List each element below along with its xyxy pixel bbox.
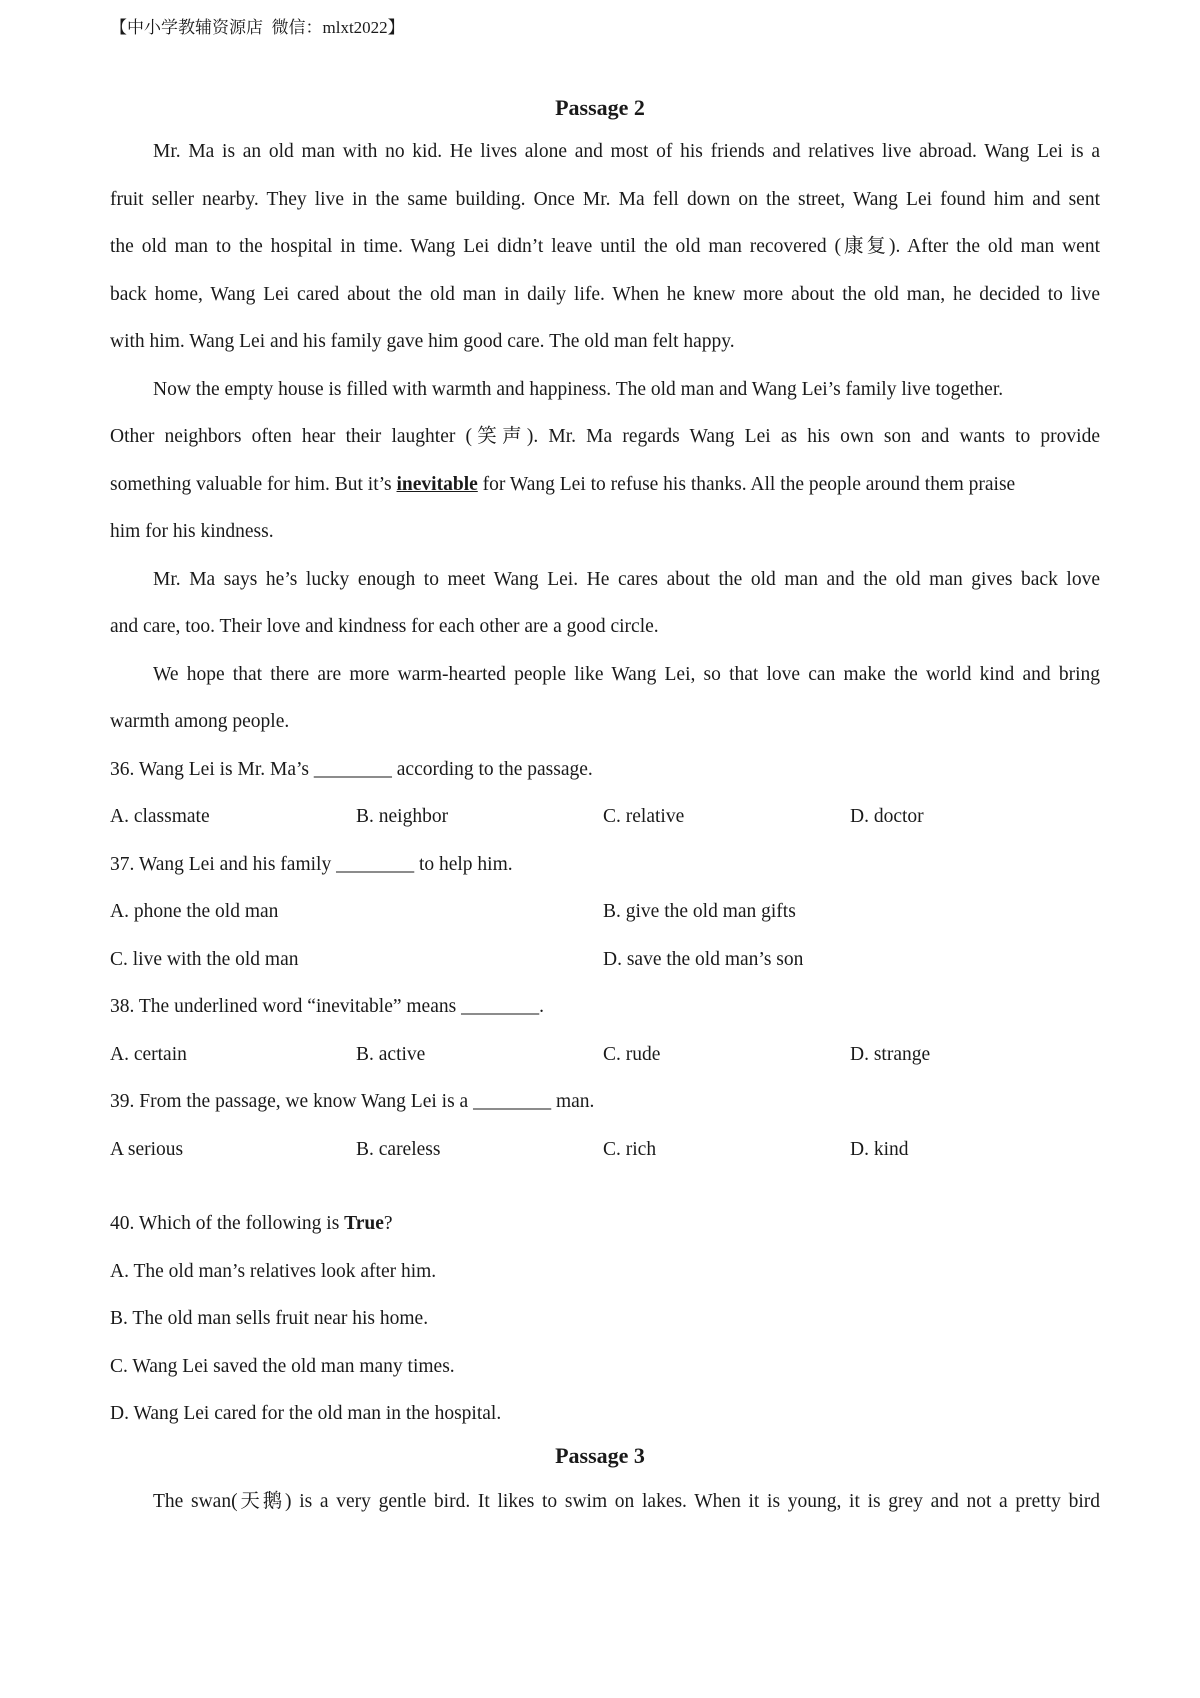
option-b[interactable]: B. active xyxy=(356,1043,426,1065)
question-36-stem: 36. Wang Lei is Mr. Ma’s ________ according to the passage. xyxy=(110,758,593,780)
line-text: something valuable for him. But it’s xyxy=(110,473,397,495)
option-a[interactable]: A. phone the old man xyxy=(110,901,279,922)
page-header: 【中小学教辅资源店 微信：mlxt2022】 xyxy=(110,18,405,37)
question-36-options xyxy=(110,793,1100,841)
question-37-options xyxy=(110,888,1100,936)
option-d[interactable]: D. save the old man’s son xyxy=(603,948,804,970)
underlined-word-inevitable: inevitable xyxy=(396,473,478,495)
option-a[interactable]: A. certain xyxy=(110,1043,187,1065)
paragraph-line: Now the empty house is filled with warmth and happiness. The old man and Wang Lei’s family live together. xyxy=(153,378,1004,400)
option-c[interactable]: C. live with the old man xyxy=(110,948,299,970)
stem-bold-true: True xyxy=(344,1213,384,1234)
paragraph-line: back home, Wang Lei cared about the old man in daily life. When he knew more about the old man, he decided to live xyxy=(110,283,1100,305)
option-a[interactable]: A. The old man’s relatives look after him. xyxy=(110,1260,437,1282)
option-c[interactable]: C. relative xyxy=(603,806,685,827)
paragraph-line: him for his kindness. xyxy=(110,521,274,542)
option-b[interactable]: B. The old man sells fruit near his home. xyxy=(110,1308,429,1329)
question-40-stem xyxy=(110,1200,1100,1248)
passage-3-body xyxy=(110,1478,1100,1526)
option-d[interactable]: D. doctor xyxy=(850,806,924,827)
passage-3-title: Passage 3 xyxy=(555,1443,645,1468)
paragraph-line: and care, too. Their love and kindness for each other are a good circle. xyxy=(110,616,659,637)
question-37-options xyxy=(110,936,1100,984)
option-a[interactable]: A. classmate xyxy=(110,806,210,827)
option-d[interactable]: D. kind xyxy=(850,1138,909,1160)
option-b[interactable]: B. neighbor xyxy=(356,806,449,827)
paragraph-line: with him. Wang Lei and his family gave him good care. The old man felt happy. xyxy=(110,331,735,352)
option-a[interactable]: A serious xyxy=(110,1138,184,1160)
option-c[interactable]: C. Wang Lei saved the old man many times. xyxy=(110,1355,455,1377)
stem-text: 40. Which of the following is xyxy=(110,1213,345,1234)
question-39-options xyxy=(110,1126,1100,1174)
paragraph-line: the old man to the hospital in time. Wang Lei didn’t leave until the old man recovered (康复). After the old man went xyxy=(110,236,1100,257)
passage-2-body xyxy=(110,128,1100,1173)
question-39-stem: 39. From the passage, we know Wang Lei is a ________ man. xyxy=(110,1091,595,1112)
option-b[interactable]: B. careless xyxy=(356,1138,441,1160)
question-40 xyxy=(110,1200,1100,1438)
paragraph-line: fruit seller nearby. They live in the same building. Once Mr. Ma fell down on the street, Wang Lei found him and sent xyxy=(110,188,1100,210)
option-d[interactable]: D. strange xyxy=(850,1043,931,1065)
line-text: for Wang Lei to refuse his thanks. All the people around them praise xyxy=(477,473,1016,495)
option-c[interactable]: C. rude xyxy=(603,1043,661,1065)
option-c[interactable]: C. rich xyxy=(603,1138,657,1160)
paragraph-line: Mr. Ma says he’s lucky enough to meet Wang Lei. He cares about the old man and the old man gives back love xyxy=(153,568,1100,590)
question-38-options xyxy=(110,1031,1100,1079)
stem-text: ? xyxy=(383,1213,393,1234)
question-38-stem: 38. The underlined word “inevitable” means ________. xyxy=(110,996,544,1017)
paragraph-line: We hope that there are more warm-hearted people like Wang Lei, so that love can make the world kind and bring xyxy=(153,663,1100,685)
passage-2-title: Passage 2 xyxy=(555,95,645,120)
question-37-stem: 37. Wang Lei and his family ________ to help him. xyxy=(110,853,513,875)
option-d[interactable]: D. Wang Lei cared for the old man in the hospital. xyxy=(110,1403,502,1424)
paragraph-line: Mr. Ma is an old man with no kid. He lives alone and most of his friends and relatives live abroad. Wang Lei is a xyxy=(153,141,1100,162)
option-b[interactable]: B. give the old man gifts xyxy=(603,901,796,922)
paragraph-line xyxy=(110,461,1100,509)
paragraph-line: warmth among people. xyxy=(110,711,290,732)
paragraph-line: The swan(天鹅) is a very gentle bird. It likes to swim on lakes. When it is young, it is grey and not a pretty bird xyxy=(153,1491,1100,1512)
paragraph-line: Other neighbors often hear their laughter (笑声). Mr. Ma regards Wang Lei as his own son and wants to provide xyxy=(110,426,1100,447)
